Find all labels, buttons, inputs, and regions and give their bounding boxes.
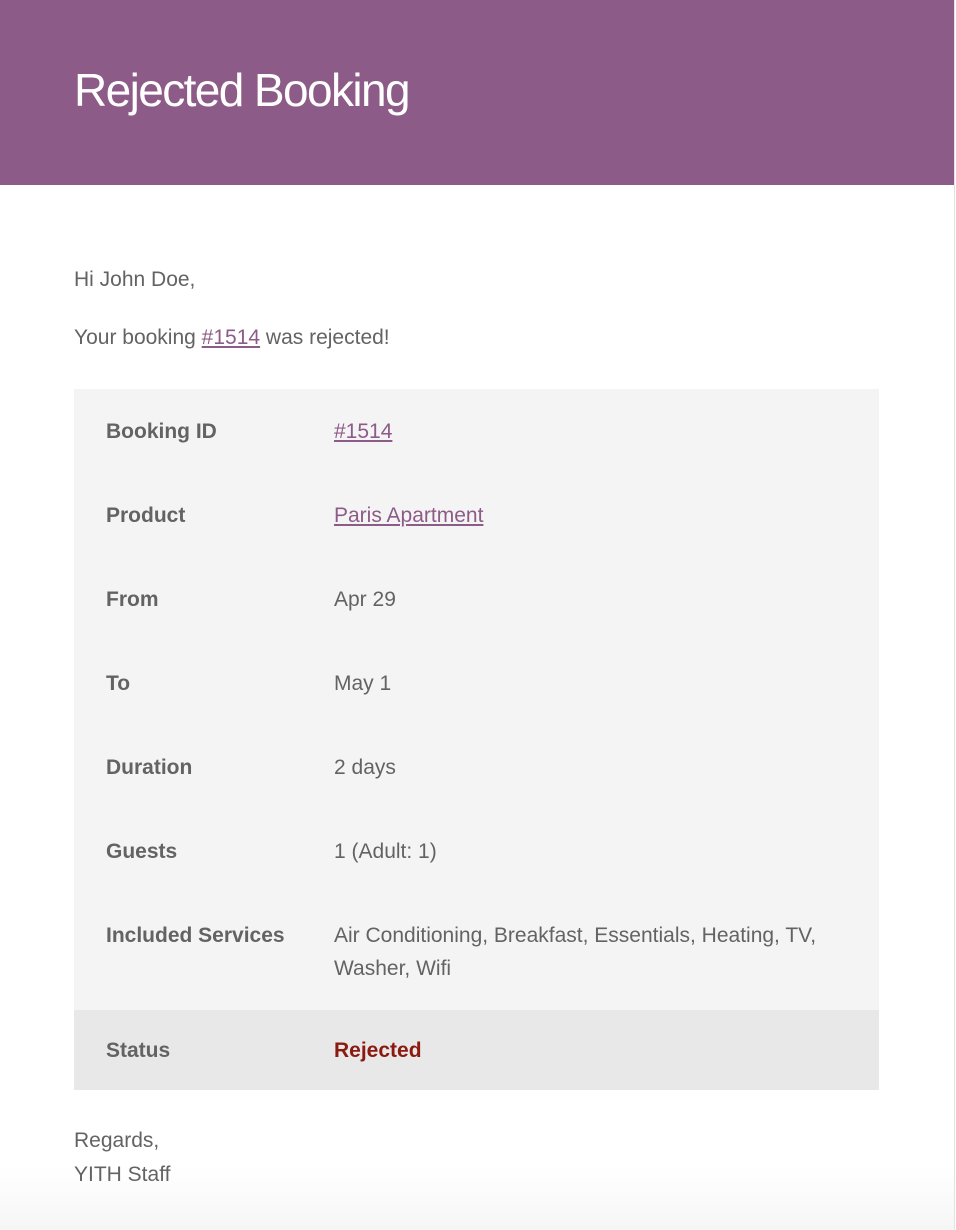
product-link[interactable]: Paris Apartment [334,504,484,527]
details-row-duration [74,725,879,809]
email-body [0,185,954,1192]
email-title: Rejected Booking [74,64,409,116]
details-value: Air Conditioning, Breakfast, Essentials, Heating, TV, Washer, Wifi [334,924,817,980]
details-value: 1 (Adult: 1) [334,840,437,863]
rejection-message [74,323,878,353]
details-row-booking-id [74,389,879,473]
details-value: 2 days [334,756,396,779]
details-row-product [74,473,879,557]
status-badge: Rejected [334,1039,422,1062]
email-header [0,0,954,185]
message-suffix: was rejected! [260,326,390,349]
details-label: Product [106,504,186,527]
details-label: Included Services [106,924,285,947]
details-label: Booking ID [106,420,217,443]
details-label: Duration [106,756,193,779]
details-label: Guests [106,840,178,863]
message-prefix: Your booking [74,326,202,349]
details-label: To [106,672,131,695]
details-row-to [74,641,879,725]
booking-id-link[interactable]: #1514 [334,420,393,443]
details-label: From [106,588,159,611]
details-row-from [74,557,879,641]
details-value: Apr 29 [334,588,396,611]
signoff-regards: Regards, [74,1129,160,1152]
status-label: Status [106,1039,171,1062]
details-value: May 1 [334,672,392,695]
details-row-guests [74,809,879,893]
signoff-sender: YITH Staff [74,1163,171,1186]
booking-details-table [74,389,879,1090]
details-row-included-services [74,893,879,1010]
greeting-text: Hi John Doe, [74,268,196,291]
booking-link[interactable]: #1514 [201,326,261,349]
details-row-status [74,1010,879,1090]
signoff [74,1124,878,1192]
